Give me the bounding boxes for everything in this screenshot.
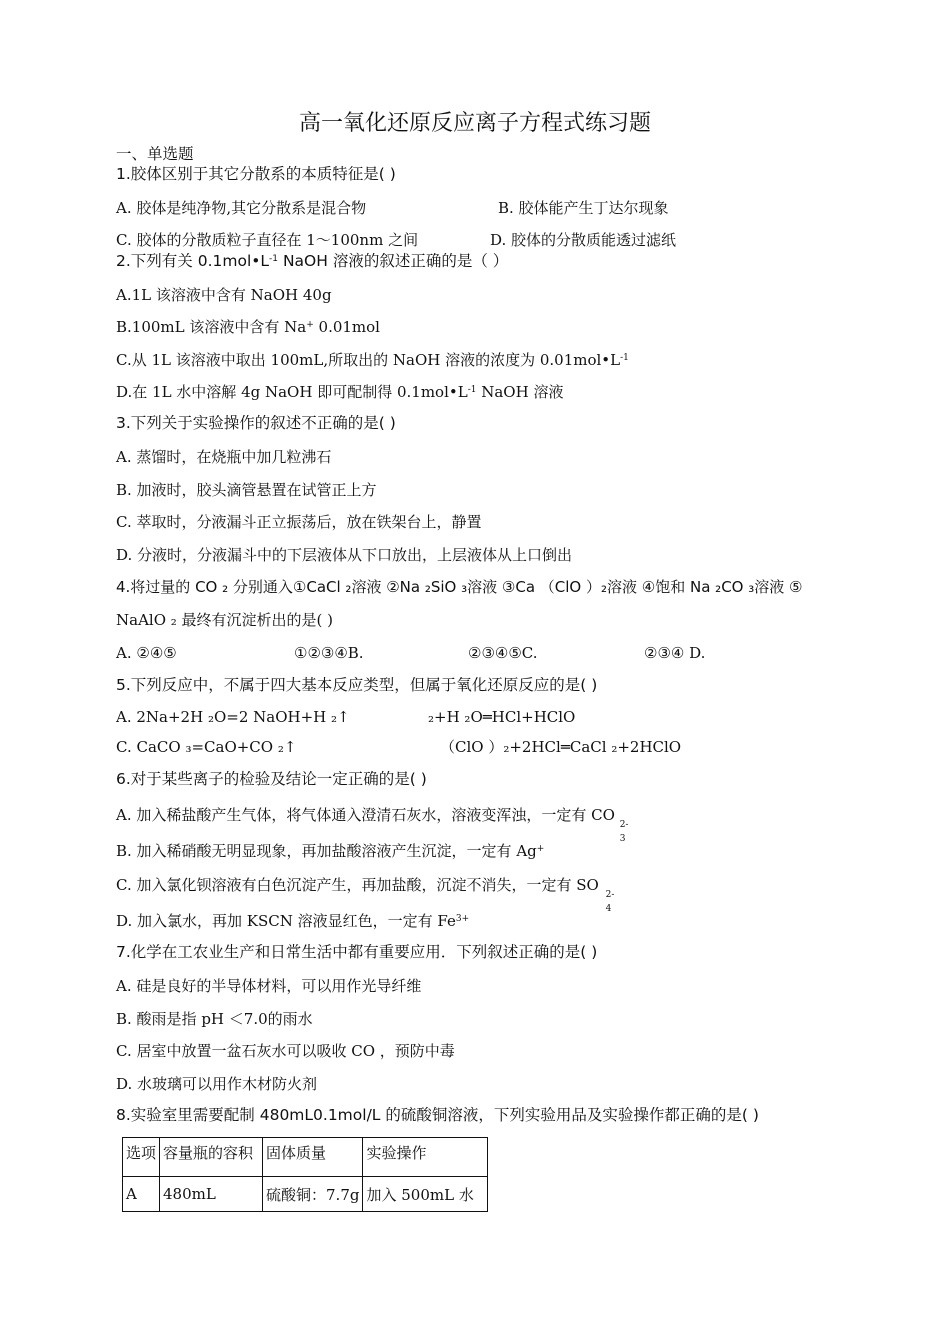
question-2-option-b-part1: B.100mL 该溶液中含有 Na xyxy=(116,318,307,336)
question-6-option-c xyxy=(116,876,618,914)
question-5-option-a: A. 2Na+2H ₂O=2 NaOH+H ₂↑ xyxy=(116,708,350,726)
question-2-option-d-part1: D.在 1L 水中溶解 4g NaOH 即可配制得 0.1mol•L xyxy=(116,383,468,401)
question-2-stem-part2: NaOH 溶液的叙述正确的是（ ） xyxy=(278,252,509,270)
question-6-option-d-text: D. 加入氯水，再加 KSCN 溶液显红色，一定有 Fe xyxy=(116,912,456,930)
ion-charge: 2- xyxy=(619,820,629,830)
question-1-option-c: C. 胶体的分散质粒子直径在 1～100nm 之间 xyxy=(116,231,419,249)
question-6-option-a xyxy=(116,806,634,844)
question-7-stem: 7.化学在工农业生产和日常生活中都有重要应用．下列叙述正确的是( ) xyxy=(116,943,598,961)
ion-charge: + xyxy=(536,844,545,854)
question-3-option-c: C. 萃取时，分液漏斗正立振荡后，放在铁架台上，静置 xyxy=(116,513,482,531)
question-4-stem-line-1: 4.将过量的 CO ₂ 分别通入①CaCl ₂溶液 ②Na ₂SiO ₃溶液 ③Ca （ClO ）₂溶液 ④饱和 Na ₂CO ₃溶液 ⑤ xyxy=(116,578,803,596)
question-2-option-a: A.1L 该溶液中含有 NaOH 40g xyxy=(116,286,332,304)
question-4-option-b: ①②③④B. xyxy=(294,644,364,662)
table-header-cell: 固体质量 xyxy=(263,1138,363,1177)
table-header-cell: 选项 xyxy=(123,1138,160,1177)
unit-exponent: -1 xyxy=(620,353,629,363)
table-row xyxy=(123,1177,488,1212)
question-2-option-b xyxy=(116,318,380,339)
unit-exponent: -1 xyxy=(467,385,477,395)
question-4-option-c: ②③④⑤C. xyxy=(468,644,538,662)
ion-subscript: 4 xyxy=(605,904,612,914)
question-7-option-c: C. 居室中放置一盆石灰水可以吸收 CO ，预防中毒 xyxy=(116,1042,455,1060)
table-header-cell: 容量瓶的容积 xyxy=(160,1138,263,1177)
question-6-stem: 6.对于某些离子的检验及结论一定正确的是( ) xyxy=(116,770,427,788)
table-header-cell: 实验操作 xyxy=(363,1138,488,1177)
question-3-stem: 3.下列关于实验操作的叙述不正确的是( ) xyxy=(116,414,396,432)
question-7-option-d: D. 水玻璃可以用作木材防火剂 xyxy=(116,1075,318,1093)
question-5-option-c: C. CaCO ₃=CaO+CO ₂↑ xyxy=(116,738,297,756)
ion-charge: + xyxy=(306,320,314,330)
question-5-option-b: ₂+H ₂O═HCl+HClO xyxy=(428,708,576,726)
table-cell: 480mL xyxy=(160,1177,263,1212)
table-cell: 加入 500mL 水 xyxy=(363,1177,488,1212)
question-1-option-d: D. 胶体的分散质能透过滤纸 xyxy=(490,231,677,249)
question-6-option-d xyxy=(116,912,469,933)
question-1-stem: 1.胶体区别于其它分散系的本质特征是( ) xyxy=(116,165,396,183)
question-2-option-c xyxy=(116,351,629,372)
page-title: 高一氧化还原反应离子方程式练习题 xyxy=(298,111,651,136)
question-3-option-d: D. 分液时，分液漏斗中的下层液体从下口放出，上层液体从上口倒出 xyxy=(116,546,573,564)
question-7-option-a: A. 硅是良好的半导体材料，可以用作光导纤维 xyxy=(116,977,422,995)
question-8-stem: 8.实验室里需要配制 480mL0.1mol/L 的硫酸铜溶液，下列实验用品及实验操作都正确的是( ) xyxy=(116,1106,759,1124)
table-header-row xyxy=(123,1138,488,1177)
question-7-option-b: B. 酸雨是指 pH ＜7.0的雨水 xyxy=(116,1010,313,1028)
question-5-option-d: （ClO ）₂+2HCl═CaCl ₂+2HClO xyxy=(440,738,682,756)
unit-exponent: -1 xyxy=(269,254,279,264)
question-5-stem: 5.下列反应中，不属于四大基本反应类型，但属于氧化还原反应的是( ) xyxy=(116,676,598,694)
question-2-option-d xyxy=(116,383,563,404)
question-4-stem-line-2: NaAlO ₂ 最终有沉淀析出的是( ) xyxy=(116,611,334,629)
question-6-option-c-text: C. 加入氯化钡溶液有白色沉淀产生，再加盐酸，沉淀不消失，一定有 SO xyxy=(116,876,599,894)
section-heading: 一、单选题 xyxy=(116,145,194,163)
question-2-stem-part1: 2.下列有关 0.1mol•L xyxy=(116,252,270,270)
question-2-option-c-text: C.从 1L 该溶液中取出 100mL,所取出的 NaOH 溶液的浓度为 0.01mol•L xyxy=(116,351,621,369)
question-4-option-a: A. ②④⑤ xyxy=(116,644,177,662)
question-2-stem xyxy=(116,252,508,273)
question-1-option-b: B. 胶体能产生丁达尔现象 xyxy=(498,199,669,217)
options-table xyxy=(122,1137,488,1212)
question-4-option-d: ②③④ D. xyxy=(644,644,706,662)
question-1-option-a: A. 胶体是纯净物,其它分散系是混合物 xyxy=(116,199,367,217)
question-3-option-b: B. 加液时，胶头滴管悬置在试管正上方 xyxy=(116,481,377,499)
ion-subscript: 3 xyxy=(619,834,626,844)
question-6-option-b xyxy=(116,842,544,863)
question-6-option-b-text: B. 加入稀硝酸无明显现象，再加盐酸溶液产生沉淀，一定有 Ag xyxy=(116,842,537,860)
table-cell: A xyxy=(123,1177,160,1212)
question-6-option-a-text: A. 加入稀盐酸产生气体，将气体通入澄清石灰水，溶液变浑浊，一定有 CO xyxy=(116,806,615,824)
table-cell: 硫酸铜：7.7g xyxy=(263,1177,363,1212)
ion-charge: 2- xyxy=(605,890,615,900)
ion-charge: 3+ xyxy=(455,914,470,924)
question-3-option-a: A. 蒸馏时，在烧瓶中加几粒沸石 xyxy=(116,448,332,466)
question-2-option-b-part2: 0.01mol xyxy=(313,318,380,336)
question-2-option-d-part2: NaOH 溶液 xyxy=(476,383,564,401)
